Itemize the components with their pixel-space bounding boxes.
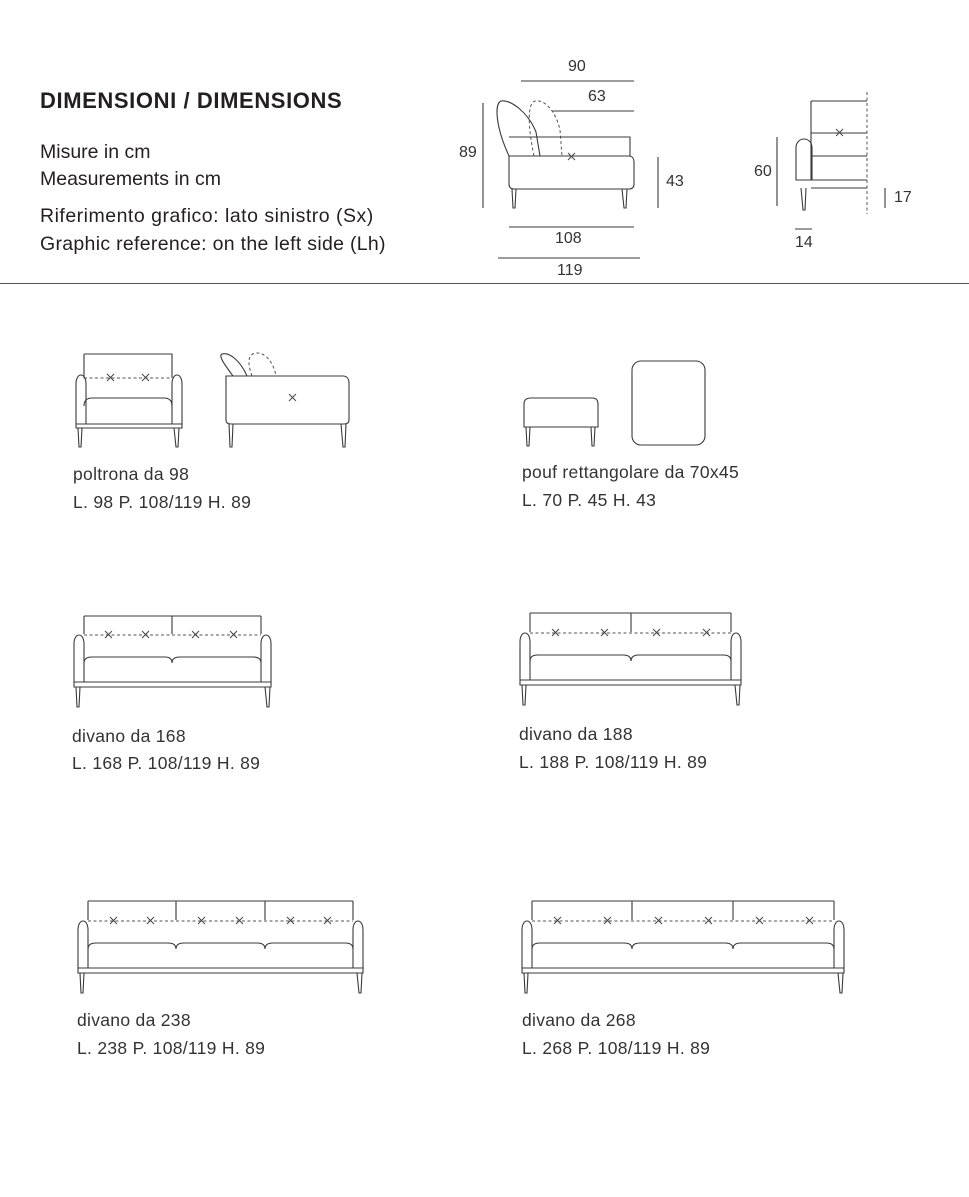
dim-seat: 43 xyxy=(666,173,684,190)
dim-arm-width: 14 xyxy=(795,234,813,251)
sofa-238-dims: L. 238 P. 108/119 H. 89 xyxy=(77,1038,266,1058)
dim-leg: 17 xyxy=(894,189,912,206)
dim-depth-inner: 108 xyxy=(555,230,582,247)
dim-top-inner: 63 xyxy=(588,88,606,105)
reference-it: Riferimento grafico: lato sinistro (Sx) xyxy=(40,205,374,227)
sofa-168-name: divano da 168 xyxy=(72,726,186,746)
dim-top-outer: 90 xyxy=(568,58,586,75)
sofa-268-dims: L. 268 P. 108/119 H. 89 xyxy=(522,1038,711,1058)
dim-depth-outer: 119 xyxy=(557,262,583,279)
sofa-168-dims: L. 168 P. 108/119 H. 89 xyxy=(72,753,261,773)
sofa-188-name: divano da 188 xyxy=(519,724,633,744)
dim-arm-height: 60 xyxy=(754,163,772,180)
armchair-dims: L. 98 P. 108/119 H. 89 xyxy=(73,492,252,512)
pouf-name: pouf rettangolare da 70x45 xyxy=(522,462,739,482)
sofa-268-name: divano da 268 xyxy=(522,1010,636,1030)
page-title: DIMENSIONI / DIMENSIONS xyxy=(40,88,343,113)
reference-en: Graphic reference: on the left side (Lh) xyxy=(40,233,386,255)
dim-height: 89 xyxy=(459,144,477,161)
armchair-name: poltrona da 98 xyxy=(73,464,190,484)
sofa-238-name: divano da 238 xyxy=(77,1010,191,1030)
units-it: Misure in cm xyxy=(40,141,151,163)
units-en: Measurements in cm xyxy=(40,168,221,190)
pouf-dims: L. 70 P. 45 H. 43 xyxy=(522,490,657,510)
sofa-188-dims: L. 188 P. 108/119 H. 89 xyxy=(519,752,708,772)
